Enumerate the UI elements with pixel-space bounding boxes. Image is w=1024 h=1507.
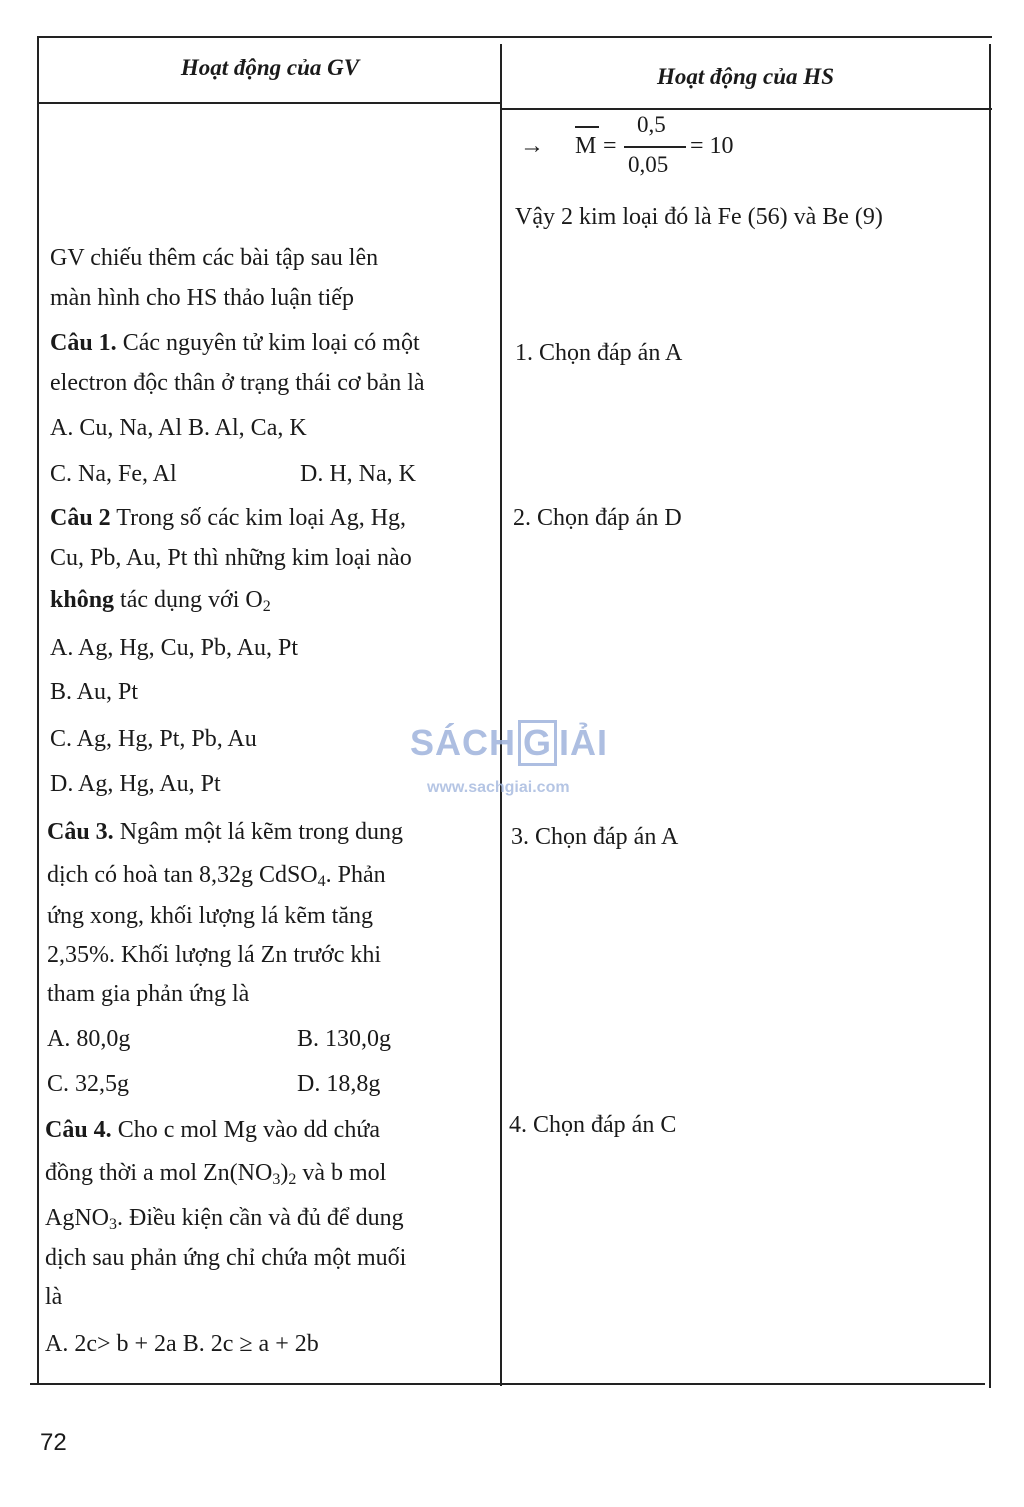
q4-subscript2: 2 (288, 1171, 297, 1188)
formula-mean-bar (575, 126, 599, 128)
q3-subscript: 4 (317, 873, 326, 890)
q3-option-c: C. 32,5g (47, 1071, 130, 1097)
hs-answer4: 4. Chọn đáp án C (509, 1112, 677, 1138)
header-divider-left (37, 102, 502, 104)
q2-option-b: B. Au, Pt (50, 679, 139, 705)
q3-text1: Ngâm một lá kẽm trong dung (119, 819, 403, 845)
q3-line4: 2,35%. Khối lượng lá Zn trước khi (47, 942, 382, 968)
table-top-border (37, 36, 992, 38)
table-right-border (989, 44, 991, 1388)
q3-text2a: dịch có hoà tan 8,32g CdSO (47, 862, 318, 888)
q1-option-d: D. H, Na, K (300, 461, 416, 487)
gv-intro-text1: GV chiếu thêm các bài tập sau lên (50, 245, 379, 271)
formula-mean-m: M (575, 133, 597, 159)
header-hs: Hoạt động của HS (656, 64, 834, 89)
fraction-denominator: 0,05 (628, 152, 669, 177)
fraction-bar (624, 146, 686, 148)
q4-subscript1: 3 (272, 1171, 281, 1188)
q3-line3: ứng xong, khối lượng lá kẽm tăng (47, 903, 374, 929)
hs-answer1: 1. Chọn đáp án A (515, 340, 683, 366)
q4-text2b: ) (280, 1160, 289, 1186)
q3-line1 (47, 817, 403, 847)
q2-text1: Trong số các kim loại Ag, Hg, (116, 505, 407, 531)
q1-line1 (50, 328, 420, 358)
q4-line2 (45, 1158, 386, 1188)
q2-text3: tác dụng với O (120, 587, 263, 613)
column-divider (500, 44, 502, 1386)
watermark-logo (410, 718, 615, 768)
table-left-border (37, 36, 39, 1384)
header-divider-right (502, 108, 992, 110)
hs-answer3: 3. Chọn đáp án A (511, 824, 679, 850)
q4-label: Câu 4. (45, 1117, 112, 1143)
watermark-word3: IẢI (559, 722, 609, 763)
q2-subscript: 2 (262, 598, 271, 615)
q1-option-c: C. Na, Fe, Al (50, 461, 177, 487)
q4-line5: là (45, 1284, 63, 1310)
q4-text1: Cho c mol Mg vào dd chứa (117, 1117, 380, 1143)
q4-line3 (45, 1203, 404, 1233)
q4-text2a: đồng thời a mol Zn(NO (45, 1160, 273, 1186)
q4-options-ab: A. 2c> b + 2a B. 2c ≥ a + 2b (45, 1331, 319, 1357)
q3-label: Câu 3. (47, 819, 114, 845)
hs-conclusion: Vậy 2 kim loại đó là Fe (56) và Be (9) (515, 204, 883, 230)
q2-label: Câu 2 (50, 505, 111, 531)
q4-line4: dịch sau phản ứng chỉ chứa một muối (45, 1245, 407, 1271)
q4-line1 (45, 1115, 380, 1145)
watermark-url: www.sachgiai.com (427, 779, 570, 796)
q3-text2b: . Phản (325, 862, 386, 888)
formula-result: = 10 (690, 133, 734, 159)
formula-equals: = (603, 133, 617, 159)
q4-subscript3: 3 (109, 1216, 117, 1233)
q1-line2: electron độc thân ở trạng thái cơ bản là (50, 370, 425, 396)
q1-label: Câu 1. (50, 330, 117, 356)
q3-option-d: D. 18,8g (297, 1071, 381, 1097)
q2-option-c: C. Ag, Hg, Pt, Pb, Au (50, 726, 257, 752)
table-bottom-border (30, 1383, 985, 1385)
watermark-boxed-letter: G (518, 720, 557, 766)
q3-line2 (47, 860, 386, 890)
formula-arrow: → (520, 133, 544, 159)
gv-intro-line1 (50, 243, 488, 273)
q4-text3a: AgNO (45, 1205, 109, 1231)
header-gv: Hoạt động của GV (180, 55, 360, 80)
q3-option-b: B. 130,0g (297, 1026, 392, 1052)
q2-option-d: D. Ag, Hg, Au, Pt (50, 771, 221, 797)
fraction-numerator: 0,5 (637, 112, 666, 137)
formula-fraction (624, 112, 688, 182)
q2-line3 (50, 585, 271, 615)
hs-answer2: 2. Chọn đáp án D (513, 505, 682, 531)
q3-option-a: A. 80,0g (47, 1026, 131, 1052)
q2-line2: Cu, Pb, Au, Pt thì những kim loại nào (50, 545, 412, 571)
q1-text1: Các nguyên tử kim loại có một (122, 330, 420, 356)
page-number: 72 (40, 1429, 67, 1456)
gv-intro-line2: màn hình cho HS thảo luận tiếp (50, 285, 354, 311)
q3-line5: tham gia phản ứng là (47, 981, 250, 1007)
q1-options-ab: A. Cu, Na, Al B. Al, Ca, K (50, 415, 307, 441)
q4-text2c: và b mol (296, 1160, 387, 1186)
watermark-word1: SÁCH (410, 722, 517, 763)
q2-line1 (50, 503, 406, 533)
q2-bold-word: không (50, 587, 115, 613)
q2-option-a: A. Ag, Hg, Cu, Pb, Au, Pt (50, 635, 299, 661)
q4-text3b: . Điều kiện cần và đủ để dung (117, 1205, 404, 1231)
